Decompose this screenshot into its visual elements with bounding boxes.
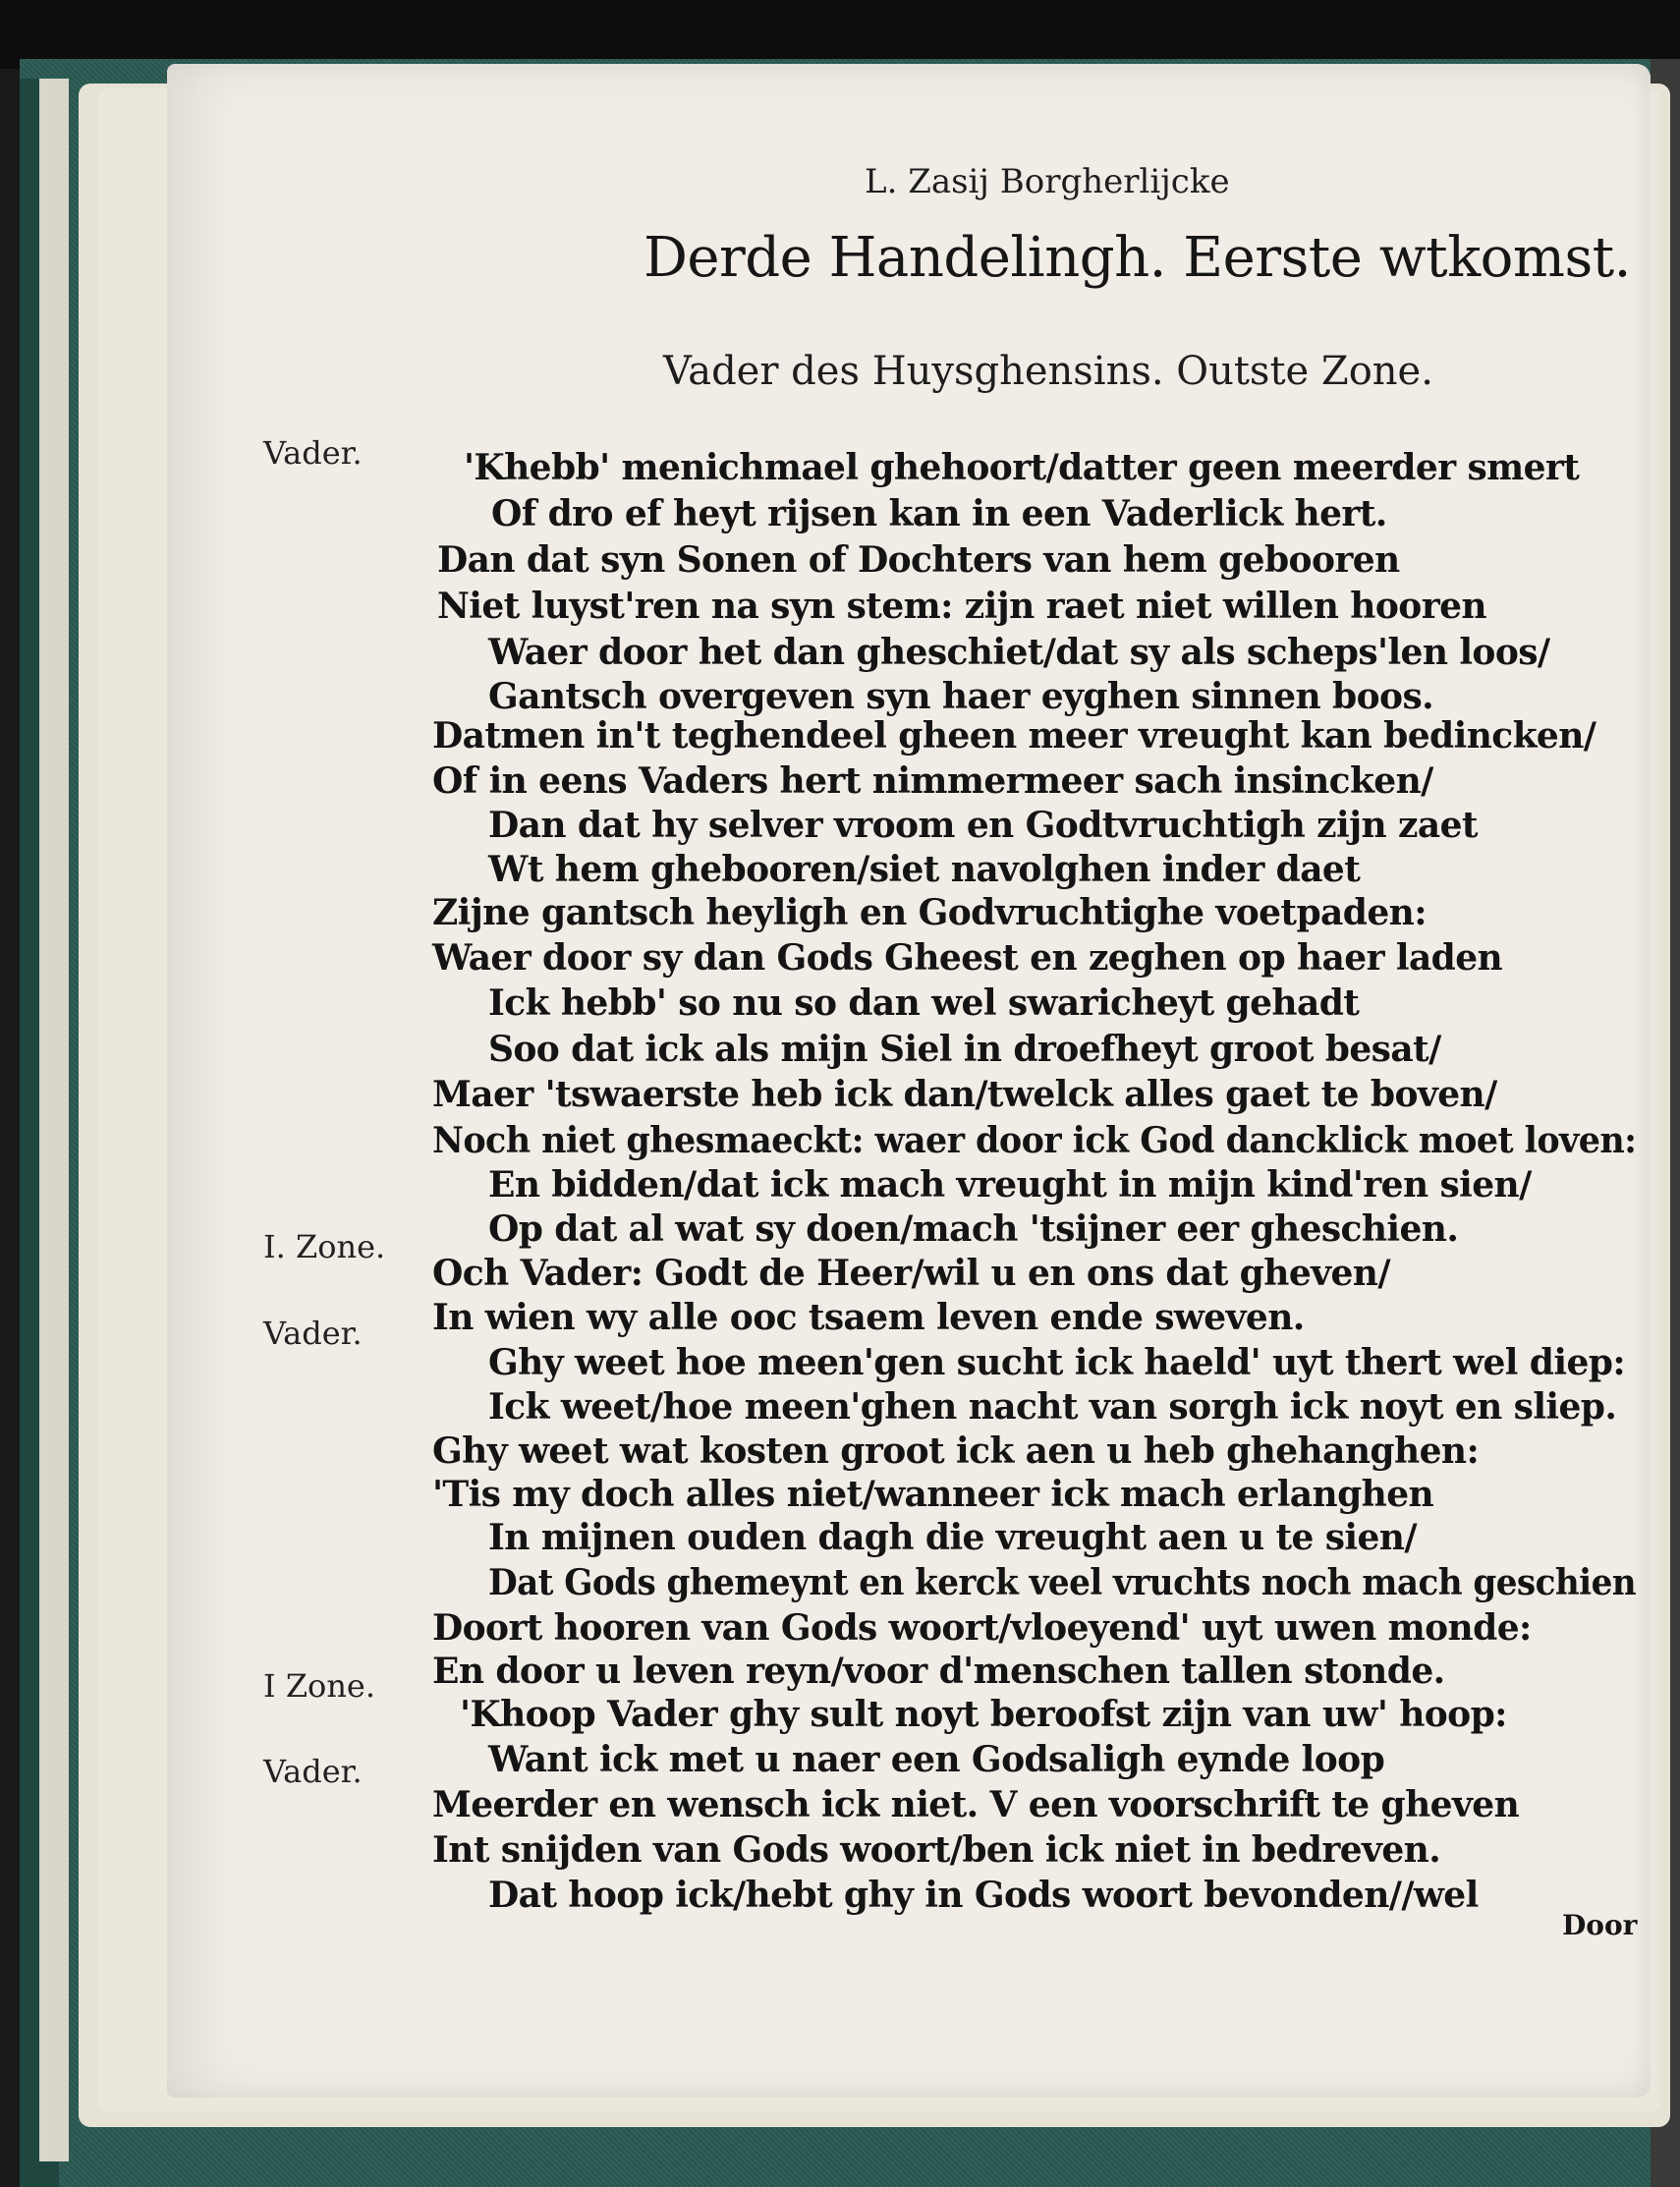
verse-line: 'Khoop Vader ghy sult noyt beroofst zijn van uw' hoop: bbox=[460, 1694, 1507, 1735]
verse-line: Dat Gods ghemeynt en kerck veel vruchts noch mach geschien bbox=[488, 1562, 1637, 1603]
verse-line: In mijnen ouden dagh die vreught aen u te sien/ bbox=[488, 1517, 1417, 1558]
speaker-label: Vader. bbox=[263, 434, 363, 472]
verse-line: Want ick met u naer een Godsaligh eynde loop bbox=[488, 1739, 1385, 1780]
speaker-label: I Zone. bbox=[263, 1667, 376, 1705]
verse-line: Of dro ef heyt rijsen kan in een Vaderlick hert. bbox=[491, 493, 1387, 534]
scene-heading: Vader des Huysghensins. Outste Zone. bbox=[663, 349, 1433, 394]
verse-line: Ick weet/hoe meen'ghen nacht van sorgh ick noyt en sliep. bbox=[488, 1386, 1617, 1428]
spine-fold bbox=[39, 79, 69, 2161]
verse-line: Dan dat syn Sonen of Dochters van hem gebooren bbox=[437, 539, 1400, 581]
verse-line: Doort hooren van Gods woort/vloeyend' uyt uwen monde: bbox=[432, 1607, 1532, 1649]
speaker-label: Vader. bbox=[263, 1315, 363, 1352]
verse-line: Waer door het dan gheschiet/dat sy als scheps'len loos/ bbox=[488, 632, 1550, 673]
verse-line: Waer door sy dan Gods Gheest en zeghen op haer laden bbox=[432, 937, 1503, 979]
verse-line: Ghy weet hoe meen'gen sucht ick haeld' uyt thert wel diep: bbox=[488, 1342, 1626, 1383]
verse-line: Wt hem ghebooren/siet navolghen inder daet bbox=[488, 849, 1361, 890]
verse-line: Och Vader: Godt de Heer/wil u en ons dat gheven/ bbox=[432, 1253, 1390, 1294]
verse-line: Maer 'tswaerste heb ick dan/twelck alles gaet te boven/ bbox=[432, 1074, 1497, 1115]
verse-line: En bidden/dat ick mach vreught in mijn kind'ren sien/ bbox=[488, 1164, 1532, 1206]
verse-line: Op dat al wat sy doen/mach 'tsijner eer gheschien. bbox=[488, 1208, 1459, 1250]
verse-line: Datmen in't teghendeel gheen meer vreught kan bedincken/ bbox=[432, 715, 1596, 757]
verse-line: 'Tis my doch alles niet/wanneer ick mach erlanghen bbox=[432, 1474, 1434, 1515]
catchword: Door bbox=[1562, 1909, 1638, 1941]
verse-line: Ghy weet wat kosten groot ick aen u heb ghehanghen: bbox=[432, 1430, 1480, 1472]
verse-line: 'Khebb' menichmael ghehoort/datter geen meerder smert bbox=[464, 447, 1580, 488]
speaker-label: Vader. bbox=[263, 1753, 363, 1790]
verse-line: Dat hoop ick/hebt ghy in Gods woort bevonden//wel bbox=[488, 1875, 1479, 1916]
verse-line: In wien wy alle ooc tsaem leven ende sweven. bbox=[432, 1297, 1305, 1338]
verse-line: Noch niet ghesmaeckt: waer door ick God dancklick moet loven: bbox=[432, 1120, 1637, 1161]
verse-line: En door u leven reyn/voor d'menschen tallen stonde. bbox=[432, 1651, 1445, 1692]
act-title: Derde Handelingh. Eerste wtkomst. bbox=[644, 226, 1631, 290]
speaker-label: I. Zone. bbox=[263, 1228, 386, 1265]
verse-line: Dan dat hy selver vroom en Godtvruchtigh zijn zaet bbox=[488, 805, 1478, 846]
verse-line: Int snijden van Gods woort/ben ick niet in bedreven. bbox=[432, 1829, 1441, 1871]
verse-line: Zijne gantsch heyligh en Godvruchtighe voetpaden: bbox=[432, 892, 1427, 933]
verse-line: Niet luyst'ren na syn stem: zijn raet niet willen hooren bbox=[437, 586, 1486, 627]
running-head: L. Zasij Borgherlijcke bbox=[865, 162, 1230, 201]
verse-line: Gantsch overgeven syn haer eyghen sinnen boos. bbox=[488, 676, 1434, 717]
verse-line: Meerder en wensch ick niet. V een voorschrift te gheven bbox=[432, 1784, 1520, 1825]
verse-line: Of in eens Vaders hert nimmermeer sach insincken/ bbox=[432, 760, 1433, 802]
verse-line: Ick hebb' so nu so dan wel swaricheyt gehadt bbox=[488, 982, 1360, 1024]
verse-line: Soo dat ick als mijn Siel in droefheyt groot besat/ bbox=[488, 1029, 1441, 1070]
